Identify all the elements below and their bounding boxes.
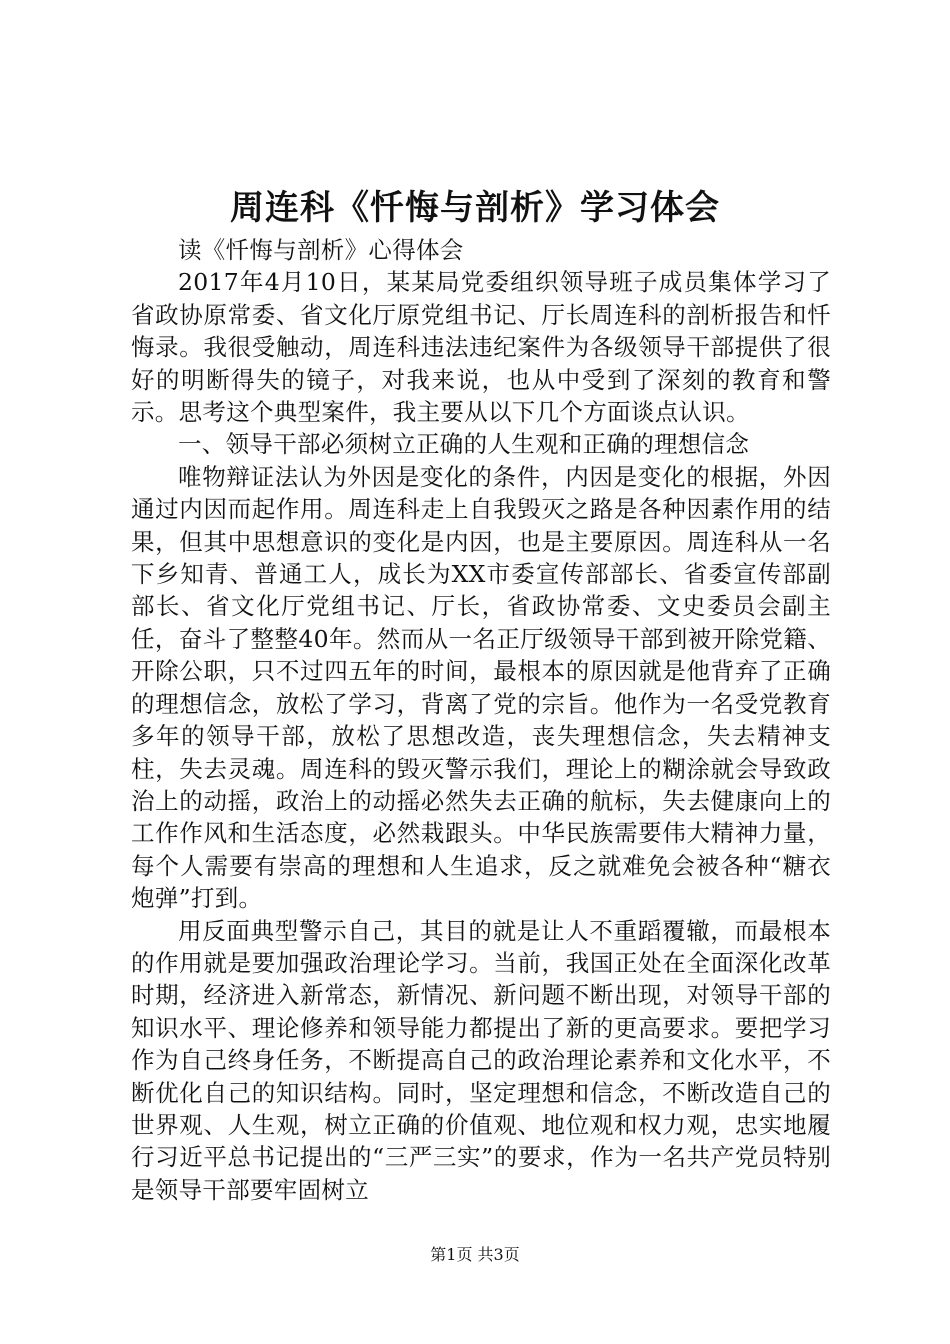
document-body	[131, 234, 831, 1206]
body-paragraph: 2017年4月10日，某某局党委组织领导班子成员集体学习了省政协原常委、省文化厅原党组书记、厅长周连科的剖析报告和忏悔录。我很受触动，周连科违法违纪案件为各级领导干部提供了很好的明断得失的镜子，对我来说，也从中受到了深刻的教育和警示。思考这个典型案件，我主要从以下几个方面谈点认识。	[131, 268, 831, 427]
document-title: 周连科《忏悔与剖析》学习体会	[230, 188, 720, 228]
body-paragraph: 用反面典型警示自己，其目的就是让人不重蹈覆辙，而最根本的作用就是要加强政治理论学习。当前，我国正处在全面深化改革时期，经济进入新常态，新情况、新问题不断出现，对领导干部的知识水平、理论修养和领导能力都提出了新的更高要求。要把学习作为自己终身任务，不断提高自己的政治理论素养和文化水平，不断优化自己的知识结构。同时，坚定理想和信念，不断改造自己的世界观、人生观，树立正确的价值观、地位观和权力观，忠实地履行习近平总书记提出的“三严三实”的要求，作为一名共产党员特别是领导干部要牢固树立	[131, 916, 831, 1204]
page-number-footer: 第1页 共3页	[430, 1245, 520, 1264]
body-paragraph: 唯物辩证法认为外因是变化的条件，内因是变化的根据，外因通过内因而起作用。周连科走上自我毁灭之路是各种因素作用的结果，但其中思想意识的变化是内因，也是主要原因。周连科从一名下乡知青、普通工人，成长为XX市委宣传部部长、省委宣传部副部长、省文化厅党组书记、厅长，省政协常委、文史委员会副主任，奋斗了整整40年。然而从一名正厅级领导干部到被开除党籍、开除公职，只不过四五年的时间，最根本的原因就是他背弃了正确的理想信念，放松了学习，背离了党的宗旨。他作为一名受党教育多年的领导干部，放松了思想改造，丧失理想信念，失去精神支柱，失去灵魂。周连科的毁灭警示我们，理论上的糊涂就会导致政治上的动摇，政治上的动摇必然失去正确的航标，失去健康向上的工作作风和生活态度，必然栽跟头。中华民族需要伟大精神力量，每个人需要有崇高的理想和人生追求，反之就难免会被各种“糖衣炮弹”打到。	[131, 462, 831, 913]
section-heading: 一、领导干部必须树立正确的人生观和正确的理想信念	[178, 430, 750, 459]
subtitle-paragraph: 读《忏悔与剖析》心得体会	[178, 236, 464, 264]
